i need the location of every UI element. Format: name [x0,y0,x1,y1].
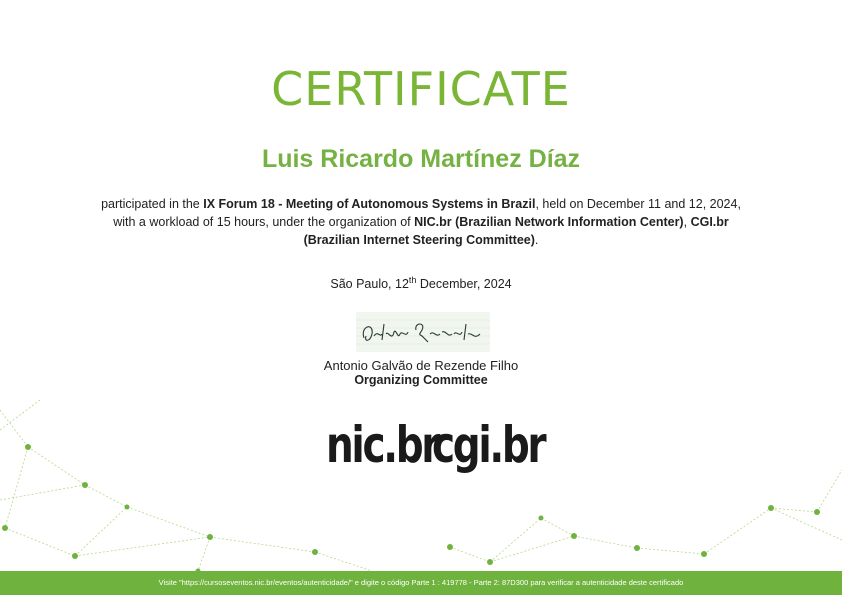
certificate-body [60,195,782,249]
cgi-br-logo: cgi.br [432,416,545,474]
body-text-5: . [534,233,539,247]
body-text-2: , held on December 11 and 12, 2024, [535,197,741,211]
date-suffix: th [408,275,417,285]
signer-role: Organizing Committee [354,373,488,387]
org-cgi-full: (Brazilian Internet Steering Committee) [303,233,535,247]
event-name: IX Forum 18 - Meeting of Autonomous Systems in Brazil [203,197,536,211]
org-nic: NIC.br (Brazilian Network Information Center) [414,215,684,229]
verification-footer: Visite "https://cursoseventos.nic.br/eventos/autenticidade/" e digite o código Parte 1 : 419778 - Parte 2: 87D300 para verificar a autenticidade deste certificado [0,571,842,595]
issue-date [0,275,842,291]
body-text-1: participated in the [101,197,204,211]
signature-image [356,312,490,352]
signer-name: Antonio Galvão de Rezende Filho [323,358,519,373]
body-text-4: , [683,215,691,229]
date-prefix: São Paulo, 12 [330,277,409,292]
recipient-name: Luis Ricardo Martínez Díaz [261,145,581,173]
nic-br-logo: nic.br [326,416,439,474]
org-cgi: CGI.br [690,215,729,229]
certificate-title: CERTIFICATE [271,62,571,116]
body-text-3: with a workload of 15 hours, under the organization of [113,215,415,229]
date-rest: December, 2024 [416,277,512,292]
logos [326,416,576,475]
